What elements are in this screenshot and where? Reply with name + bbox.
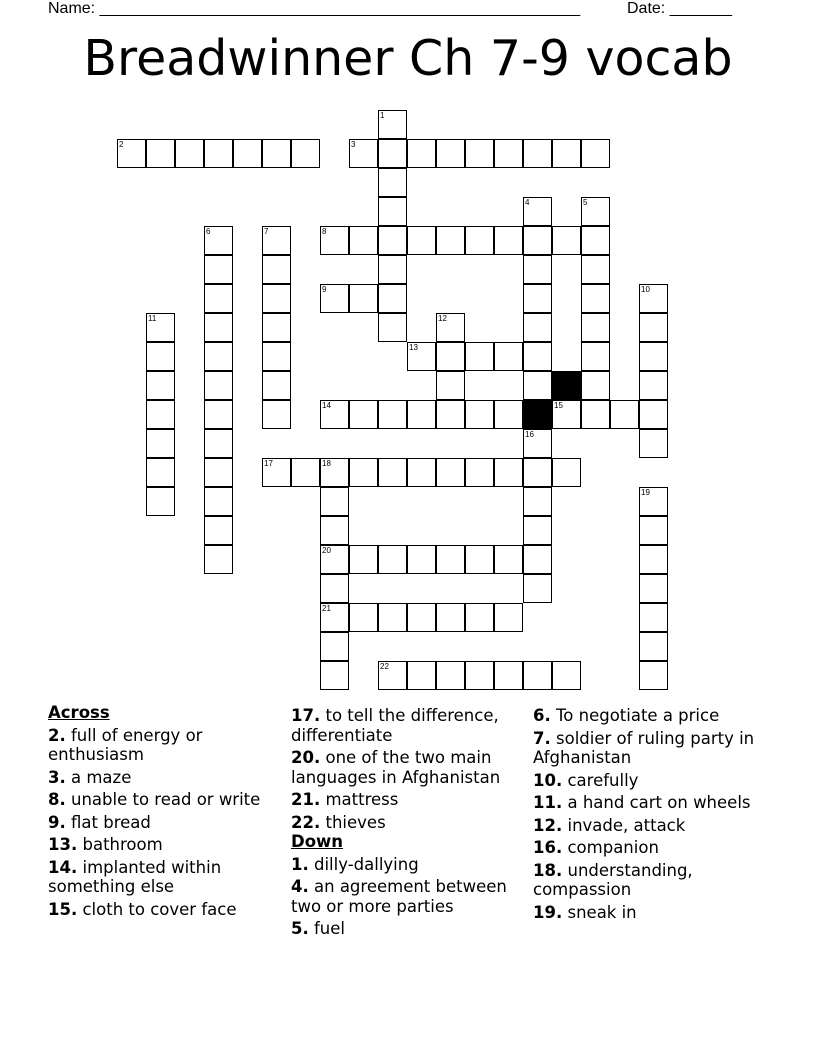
grid-cell[interactable] [436, 226, 465, 255]
clue-item [291, 855, 521, 875]
grid-cell[interactable] [204, 371, 233, 400]
grid-cell[interactable] [146, 313, 175, 342]
clue-text: bathroom [82, 835, 163, 854]
grid-cell[interactable] [436, 661, 465, 690]
clue-number: 21 [322, 604, 331, 613]
grid-cell[interactable] [378, 603, 407, 632]
clue-num: 7. [533, 728, 551, 748]
grid-cell[interactable] [523, 545, 552, 574]
clue-item [291, 706, 521, 745]
across-heading: Across [48, 703, 110, 722]
name-field-label: Name: ______________________________________________________ [48, 0, 581, 17]
grid-cell[interactable] [639, 342, 668, 371]
clue-num: 10. [533, 770, 563, 790]
grid-cell[interactable] [378, 458, 407, 487]
clue-item [291, 790, 521, 810]
grid-cell[interactable] [378, 139, 407, 168]
clue-text: understanding, compassion [533, 860, 693, 899]
clue-number: 10 [641, 285, 650, 294]
clue-num: 20. [291, 748, 321, 767]
grid-cell[interactable] [146, 487, 175, 516]
grid-cell[interactable] [407, 661, 436, 690]
grid-cell[interactable] [581, 342, 610, 371]
grid-cell[interactable] [436, 371, 465, 400]
grid-cell[interactable] [349, 458, 378, 487]
clue-number: 16 [525, 430, 534, 439]
clue-text: flat bread [71, 812, 151, 832]
grid-cell[interactable] [523, 516, 552, 545]
grid-cell[interactable] [262, 139, 291, 168]
clue-item [48, 726, 278, 765]
grid-cell[interactable] [552, 458, 581, 487]
clue-num: 14. [48, 857, 78, 877]
grid-cell[interactable] [523, 284, 552, 313]
clue-item [533, 706, 773, 726]
clue-num: 9. [48, 812, 66, 832]
clue-item [533, 729, 773, 768]
clue-text: one of the two main languages in Afghanistan [291, 748, 501, 787]
date-field-label: Date: _______ [627, 0, 732, 17]
grid-cell[interactable] [320, 400, 349, 429]
grid-cell[interactable] [407, 603, 436, 632]
grid-cell[interactable] [494, 226, 523, 255]
grid-cell[interactable] [407, 139, 436, 168]
clue-number: 5 [583, 198, 588, 207]
grid-cell[interactable] [204, 545, 233, 574]
grid-cell[interactable] [581, 255, 610, 284]
clue-text: an agreement between two or more parties [291, 877, 507, 916]
clue-text: invade, attack [567, 815, 686, 835]
grid-cell[interactable] [465, 342, 494, 371]
grid-cell[interactable] [378, 545, 407, 574]
grid-cell[interactable] [436, 400, 465, 429]
grid-cell[interactable] [407, 545, 436, 574]
grid-cell[interactable] [349, 284, 378, 313]
grid-cell[interactable] [175, 139, 204, 168]
page-title: Breadwinner Ch 7-9 vocab [83, 30, 733, 87]
grid-cell[interactable] [639, 516, 668, 545]
grid-cell[interactable] [523, 342, 552, 371]
grid-cell[interactable] [204, 458, 233, 487]
clue-item [291, 877, 521, 916]
grid-cell[interactable] [552, 661, 581, 690]
grid-cell[interactable] [465, 458, 494, 487]
grid-cell[interactable] [407, 226, 436, 255]
grid-cell[interactable] [639, 603, 668, 632]
clue-number: 20 [322, 546, 331, 555]
grid-cell[interactable] [494, 400, 523, 429]
grid-cell[interactable] [407, 458, 436, 487]
grid-cell[interactable] [639, 284, 668, 313]
grid-cell[interactable] [552, 226, 581, 255]
grid-cell[interactable] [494, 661, 523, 690]
clue-num: 21. [291, 790, 321, 809]
clue-num: 3. [48, 767, 66, 787]
clue-text: dilly-dallying [314, 854, 419, 874]
clue-num: 15. [48, 899, 78, 919]
grid-cell[interactable] [494, 603, 523, 632]
grid-cell[interactable] [407, 400, 436, 429]
grid-cell[interactable] [523, 255, 552, 284]
grid-cell[interactable] [204, 139, 233, 168]
clue-item [291, 813, 521, 833]
grid-cell[interactable] [349, 139, 378, 168]
grid-cell[interactable] [465, 139, 494, 168]
clue-num: 19. [533, 902, 563, 922]
grid-cell[interactable] [465, 400, 494, 429]
grid-cell[interactable] [262, 284, 291, 313]
grid-cell[interactable] [320, 632, 349, 661]
clue-item [48, 900, 278, 920]
clue-num: 4. [291, 877, 309, 896]
grid-cell[interactable] [494, 342, 523, 371]
clue-number: 7 [264, 227, 269, 236]
grid-cell[interactable] [378, 400, 407, 429]
grid-cell[interactable] [320, 516, 349, 545]
grid-cell[interactable] [639, 371, 668, 400]
clue-number: 4 [525, 198, 530, 207]
clue-number: 3 [351, 140, 356, 149]
grid-cell[interactable] [494, 139, 523, 168]
grid-cell[interactable] [146, 371, 175, 400]
grid-cell[interactable] [639, 429, 668, 458]
grid-cell[interactable] [523, 429, 552, 458]
grid-cell[interactable] [523, 197, 552, 226]
grid-cell[interactable] [204, 487, 233, 516]
clue-num: 5. [291, 919, 309, 938]
grid-cell[interactable] [291, 458, 320, 487]
clue-item [533, 838, 773, 858]
grid-cell[interactable] [581, 197, 610, 226]
grid-cell[interactable] [523, 313, 552, 342]
clue-item [48, 790, 278, 810]
grid-cell[interactable] [204, 313, 233, 342]
clue-number: 14 [322, 401, 331, 410]
grid-cell[interactable] [320, 661, 349, 690]
grid-cell[interactable] [146, 342, 175, 371]
grid-cell[interactable] [320, 603, 349, 632]
grid-cell[interactable] [436, 458, 465, 487]
grid-cell[interactable] [349, 603, 378, 632]
grid-cell[interactable] [436, 139, 465, 168]
clue-text: implanted within something else [48, 857, 222, 896]
grid-cell[interactable] [523, 139, 552, 168]
grid-cell[interactable] [204, 516, 233, 545]
grid-cell[interactable] [320, 545, 349, 574]
clue-num: 17. [291, 706, 321, 725]
clue-text: a hand cart on wheels [567, 793, 751, 812]
clues-column-3 [533, 703, 773, 922]
grid-cell[interactable] [204, 284, 233, 313]
grid-cell[interactable] [581, 139, 610, 168]
grid-cell[interactable] [436, 342, 465, 371]
grid-cell[interactable] [204, 255, 233, 284]
grid-cell[interactable] [378, 168, 407, 197]
clue-item [291, 919, 521, 939]
grid-cell[interactable] [262, 458, 291, 487]
clue-text: To negotiate a price [556, 706, 720, 725]
clue-item [48, 835, 278, 855]
grid-cell[interactable] [204, 400, 233, 429]
grid-cell[interactable] [639, 574, 668, 603]
clue-item [533, 861, 773, 900]
clue-number: 11 [148, 314, 157, 323]
clue-text: fuel [314, 919, 346, 938]
clue-num: 12. [533, 815, 563, 835]
clue-item [533, 771, 773, 791]
grid-cell[interactable] [581, 313, 610, 342]
grid-cell[interactable] [639, 545, 668, 574]
grid-cell[interactable] [639, 661, 668, 690]
grid-cell[interactable] [262, 371, 291, 400]
clue-number: 18 [322, 459, 331, 468]
grid-cell[interactable] [552, 139, 581, 168]
grid-cell[interactable] [610, 400, 639, 429]
grid-cell[interactable] [639, 313, 668, 342]
grid-cell[interactable] [552, 400, 581, 429]
black-cell [552, 371, 581, 400]
grid-cell[interactable] [262, 255, 291, 284]
grid-cell[interactable] [436, 603, 465, 632]
grid-cell[interactable] [581, 226, 610, 255]
grid-cell[interactable] [581, 284, 610, 313]
clue-num: 2. [48, 725, 66, 745]
grid-cell[interactable] [639, 400, 668, 429]
grid-cell[interactable] [523, 371, 552, 400]
grid-cell[interactable] [465, 545, 494, 574]
grid-cell[interactable] [262, 342, 291, 371]
clue-text: a maze [71, 767, 132, 787]
grid-cell[interactable] [494, 458, 523, 487]
grid-cell[interactable] [233, 139, 262, 168]
clue-num: 1. [291, 854, 309, 874]
grid-cell[interactable] [378, 110, 407, 139]
grid-cell[interactable] [204, 226, 233, 255]
grid-cell[interactable] [378, 226, 407, 255]
clues-column-2 [291, 703, 521, 939]
grid-cell[interactable] [436, 313, 465, 342]
clue-num: 18. [533, 860, 563, 880]
clue-num: 22. [291, 812, 321, 832]
clue-text: sneak in [567, 902, 637, 922]
clue-num: 16. [533, 838, 563, 857]
clue-item [48, 813, 278, 833]
grid-cell[interactable] [349, 545, 378, 574]
clue-text: to tell the difference, differentiate [291, 706, 499, 745]
grid-cell[interactable] [320, 226, 349, 255]
grid-cell[interactable] [378, 313, 407, 342]
clue-number: 8 [322, 227, 327, 236]
grid-cell[interactable] [146, 400, 175, 429]
grid-cell[interactable] [378, 284, 407, 313]
clue-text: companion [567, 838, 659, 857]
grid-cell[interactable] [204, 429, 233, 458]
grid-cell[interactable] [146, 458, 175, 487]
grid-cell[interactable] [465, 603, 494, 632]
grid-cell[interactable] [523, 574, 552, 603]
black-cell [523, 400, 552, 429]
grid-cell[interactable] [436, 545, 465, 574]
clue-item [533, 793, 773, 813]
down-heading: Down [291, 832, 344, 851]
grid-cell[interactable] [204, 342, 233, 371]
clue-text: soldier of ruling party in Afghanistan [533, 728, 755, 767]
grid-cell[interactable] [523, 226, 552, 255]
clue-text: full of energy or enthusiasm [48, 725, 203, 764]
grid-cell[interactable] [262, 313, 291, 342]
clue-item [48, 858, 278, 897]
clue-num: 8. [48, 790, 66, 809]
clue-num: 6. [533, 706, 551, 725]
clue-number: 2 [119, 140, 124, 149]
grid-cell[interactable] [639, 487, 668, 516]
clue-num: 13. [48, 835, 78, 854]
grid-cell[interactable] [494, 545, 523, 574]
grid-cell[interactable] [523, 458, 552, 487]
grid-cell[interactable] [262, 226, 291, 255]
clue-text: unable to read or write [71, 790, 261, 809]
clue-number: 9 [322, 285, 327, 294]
grid-cell[interactable] [349, 400, 378, 429]
clue-text: thieves [325, 812, 386, 832]
grid-cell[interactable] [320, 458, 349, 487]
clue-item [533, 816, 773, 836]
grid-cell[interactable] [291, 139, 320, 168]
grid-cell[interactable] [378, 661, 407, 690]
grid-cell[interactable] [262, 400, 291, 429]
clue-item [533, 903, 773, 923]
clue-item [291, 748, 521, 787]
clue-number: 22 [380, 662, 389, 671]
grid-cell[interactable] [465, 661, 494, 690]
clue-text: carefully [567, 770, 639, 790]
clue-number: 17 [264, 459, 273, 468]
grid-cell[interactable] [407, 342, 436, 371]
grid-cell[interactable] [320, 284, 349, 313]
grid-cell[interactable] [117, 139, 146, 168]
grid-cell[interactable] [465, 226, 494, 255]
clue-text: cloth to cover face [82, 899, 237, 919]
clue-number: 13 [409, 343, 418, 352]
grid-cell[interactable] [320, 574, 349, 603]
clue-number: 12 [438, 314, 447, 323]
grid-cell[interactable] [320, 487, 349, 516]
grid-cell[interactable] [639, 632, 668, 661]
clue-number: 6 [206, 227, 211, 236]
grid-cell[interactable] [581, 400, 610, 429]
clue-number: 1 [380, 111, 385, 120]
clue-item [48, 768, 278, 788]
clue-text: mattress [325, 790, 399, 809]
grid-cell[interactable] [523, 487, 552, 516]
clue-num: 11. [533, 793, 563, 812]
clue-number: 15 [554, 401, 563, 410]
clues-column-1 [48, 703, 278, 919]
grid-cell[interactable] [146, 139, 175, 168]
grid-cell[interactable] [146, 429, 175, 458]
grid-cell[interactable] [378, 197, 407, 226]
grid-cell[interactable] [581, 371, 610, 400]
grid-cell[interactable] [523, 661, 552, 690]
grid-cell[interactable] [378, 255, 407, 284]
grid-cell[interactable] [349, 226, 378, 255]
clue-number: 19 [641, 488, 650, 497]
